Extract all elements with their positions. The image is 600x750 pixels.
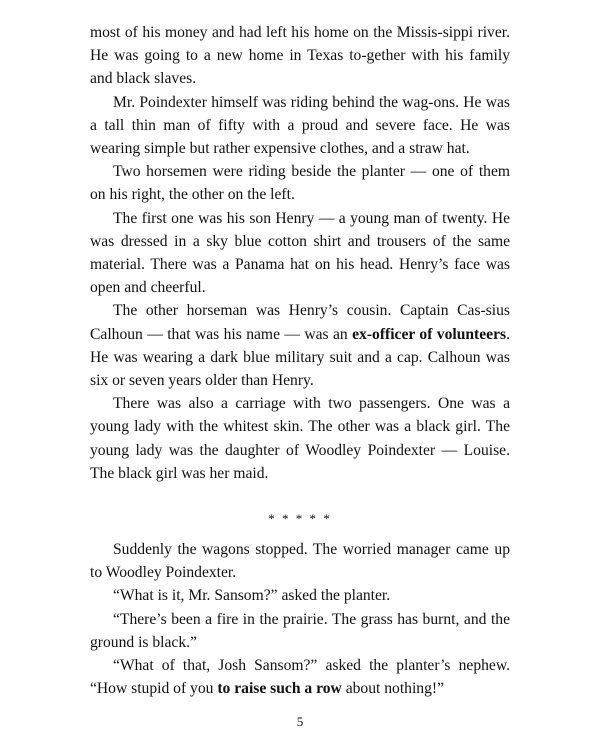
paragraph-8: “What is it, Mr. Sansom?” asked the planter. bbox=[113, 587, 391, 605]
paragraph-4: The first one was his son Henry — a young man of twenty. He was dressed in a sky blue cotton shirt and trousers of the same material. There was a Panama hat on his head. Henry’s face was open and cheerful. bbox=[90, 209, 510, 297]
paragraph-5-text-b: . He was wearing a dark blue military suit and a cap. Calhoun was six or seven years older than Henry. bbox=[90, 325, 510, 390]
paragraph-5-bold: ex-officer of volunteers bbox=[352, 325, 507, 343]
paragraph-7: Suddenly the wagons stopped. The worried manager came up to Woodley Poindexter. bbox=[90, 541, 510, 582]
paragraph-5-text-a: The other horseman was Henry’s cousin. Captain Cas-sius Calhoun — that was his name — was an bbox=[90, 302, 510, 343]
paragraph-1: most of his money and had left his home on the Missis-sippi river. He was going to a new home in Texas to-gether with his family and black slaves. bbox=[90, 24, 510, 88]
paragraph-5 bbox=[90, 299, 510, 392]
paragraph-3: Two horsemen were riding beside the planter — one of them on his right, the other on the left. bbox=[90, 163, 510, 204]
paragraph-10-text-b: about nothing!” bbox=[341, 680, 445, 698]
paragraph-10-text-a: “What of that, Josh Sansom?” asked the planter’s nephew. “How stupid of you bbox=[90, 657, 510, 698]
text-block-top bbox=[90, 21, 510, 485]
paragraph-6: There was also a carriage with two passengers. One was a young lady with the whitest skin. The other was a black girl. The young lady was the daughter of Woodley Poindexter — Louise. The black girl was her maid. bbox=[90, 395, 510, 482]
paragraph-10 bbox=[90, 654, 510, 700]
paragraph-9: “There’s been a fire in the prairie. The grass has burnt, and the ground is black.” bbox=[90, 610, 510, 651]
page-number: 5 bbox=[296, 714, 304, 729]
text-block-bottom bbox=[90, 538, 510, 700]
paragraph-10-bold: to raise such a row bbox=[217, 680, 342, 698]
paragraph-2: Mr. Poindexter himself was riding behind the wag-ons. He was a tall thin man of fifty with a proud and severe face. He was wearing simple but rather expensive clothes, and a straw hat. bbox=[90, 93, 510, 158]
section-separator: * * * * * bbox=[268, 511, 332, 526]
